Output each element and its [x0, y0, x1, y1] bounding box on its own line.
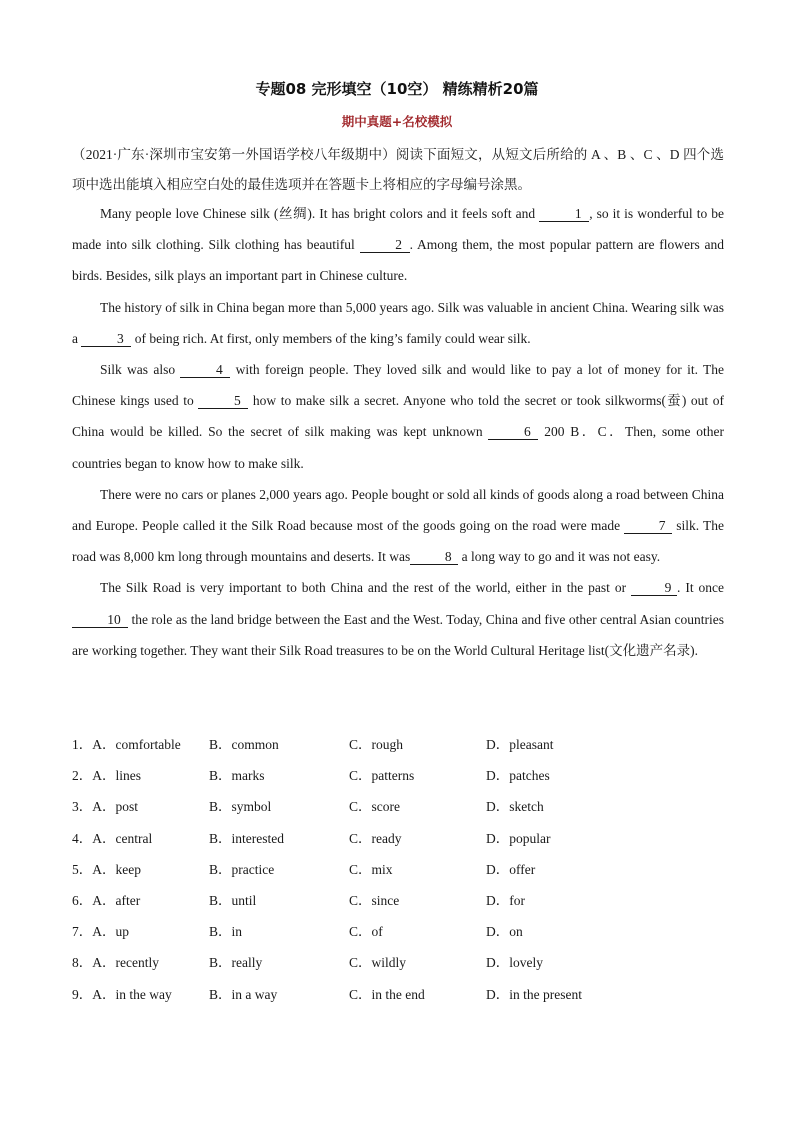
- option-c: C．wildly: [349, 955, 407, 971]
- option-a: 8．A．recently: [72, 955, 159, 971]
- option-b: B．in a way: [209, 986, 278, 1002]
- option-c: C．ready: [349, 830, 402, 846]
- option-row: [72, 791, 724, 822]
- option-row: [72, 885, 724, 916]
- option-c: C．of: [349, 924, 383, 940]
- option-d: D．offer: [486, 861, 536, 877]
- cloze-passage: [72, 198, 724, 666]
- page-title: 专题08 完形填空（10空） 精练精析20篇: [255, 80, 539, 98]
- option-d: D．sketch: [486, 799, 544, 815]
- option-row: [72, 979, 724, 1010]
- page-subtitle: 期中真题+名校模拟: [341, 114, 453, 129]
- option-row: [72, 916, 724, 947]
- blank-2: 2: [360, 237, 410, 253]
- option-a: 1．A．comfortable: [72, 737, 181, 752]
- option-d: D．on: [486, 924, 523, 940]
- blank-4: 4: [180, 362, 230, 378]
- blank-5: 5: [198, 393, 248, 409]
- option-row: [72, 854, 724, 885]
- blank-7: 7: [624, 518, 672, 534]
- option-c: C．rough: [349, 737, 403, 752]
- option-b: B．until: [209, 892, 257, 908]
- option-b: B．practice: [209, 861, 275, 877]
- option-a: 6．A．after: [72, 892, 141, 908]
- option-b: B．interested: [209, 830, 284, 846]
- option-a: 2．A．lines: [72, 768, 141, 784]
- option-d: D．lovely: [486, 955, 543, 971]
- instructions: （2021·广东·深圳市宝安第一外国语学校八年级期中）阅读下面短文，从短文后所给的 A 、B 、C 、D 四个选项中选出能填入相应空白处的最佳选项并在答题卡上将相应的字母编号涂黑。: [72, 147, 724, 192]
- option-b: B．marks: [209, 768, 265, 784]
- blank-9: 9: [631, 580, 677, 596]
- paragraph-4: There were no cars or planes 2,000 years ago. People bought or sold all kinds of goods along a road between China and Europe. People called it the Silk Road because most of the goods going on the road were made 7 silk. The road was 8,000 km long through mountains and deserts. It was 8 a long way to go and it was not easy.: [72, 486, 725, 565]
- blank-1: 1: [539, 206, 589, 222]
- option-d: D．popular: [486, 830, 551, 846]
- option-a: 5．A．keep: [72, 861, 141, 877]
- option-a: 7．A．up: [72, 924, 129, 940]
- option-d: D．for: [486, 892, 525, 908]
- option-c: C．in the end: [349, 986, 425, 1002]
- blank-3: 3: [81, 331, 131, 347]
- option-c: C．mix: [349, 861, 393, 877]
- blank-10: 10: [72, 612, 128, 628]
- paragraph-3: Silk was also 4 with foreign people. They loved silk and would like to pay a lot of money for it. The Chinese kings used to 5 how to make silk a secret. Anyone who told the secret or took silkworms(蚕) out of China would be killed. So the secret of silk making was kept unknown 6 200 B．C．Then, some other countries began to know how to make silk.: [72, 362, 724, 471]
- option-b: B．symbol: [209, 799, 272, 815]
- option-c: C．patterns: [349, 768, 415, 784]
- option-a: 4．A．central: [72, 830, 153, 846]
- paragraph-5: The Silk Road is very important to both China and the rest of the world, either in the past or 9 . It once 10 the role as the land bridge between the East and the West. Today, China and five other central Asian countries are working together. They want their Silk Road treasures to be on the World Cultural Heritage list(文化遗产名录).: [72, 580, 724, 658]
- option-row: [72, 729, 724, 760]
- option-d: D．pleasant: [486, 737, 554, 752]
- blank-8: 8: [410, 549, 458, 565]
- option-a: 3．A．post: [72, 799, 139, 815]
- option-b: B．in: [209, 924, 243, 940]
- option-row: [72, 823, 724, 854]
- option-c: C．since: [349, 892, 400, 908]
- option-d: D．in the present: [486, 986, 582, 1002]
- answer-options: [72, 729, 724, 1010]
- option-b: B．common: [209, 737, 279, 752]
- option-d: D．patches: [486, 768, 550, 784]
- paragraph-1: Many people love Chinese silk (丝绸). It has bright colors and it feels soft and 1 , so it is wonderful to be made into silk clothing. Silk clothing has beautiful 2 . Among them, the most popular pattern are flowers and birds. Besides, silk plays an important part in Chinese culture.: [72, 206, 724, 284]
- option-row: [72, 760, 724, 791]
- option-a: 9．A．in the way: [72, 986, 172, 1002]
- paragraph-2: The history of silk in China began more than 5,000 years ago. Silk was valuable in ancient China. Wearing silk was a 3 of being rich. At first, only members of the king’s family could wear silk.: [72, 299, 724, 346]
- blank-6: 6: [488, 424, 538, 440]
- option-b: B．really: [209, 955, 263, 971]
- option-c: C．score: [349, 799, 400, 815]
- option-row: [72, 947, 724, 978]
